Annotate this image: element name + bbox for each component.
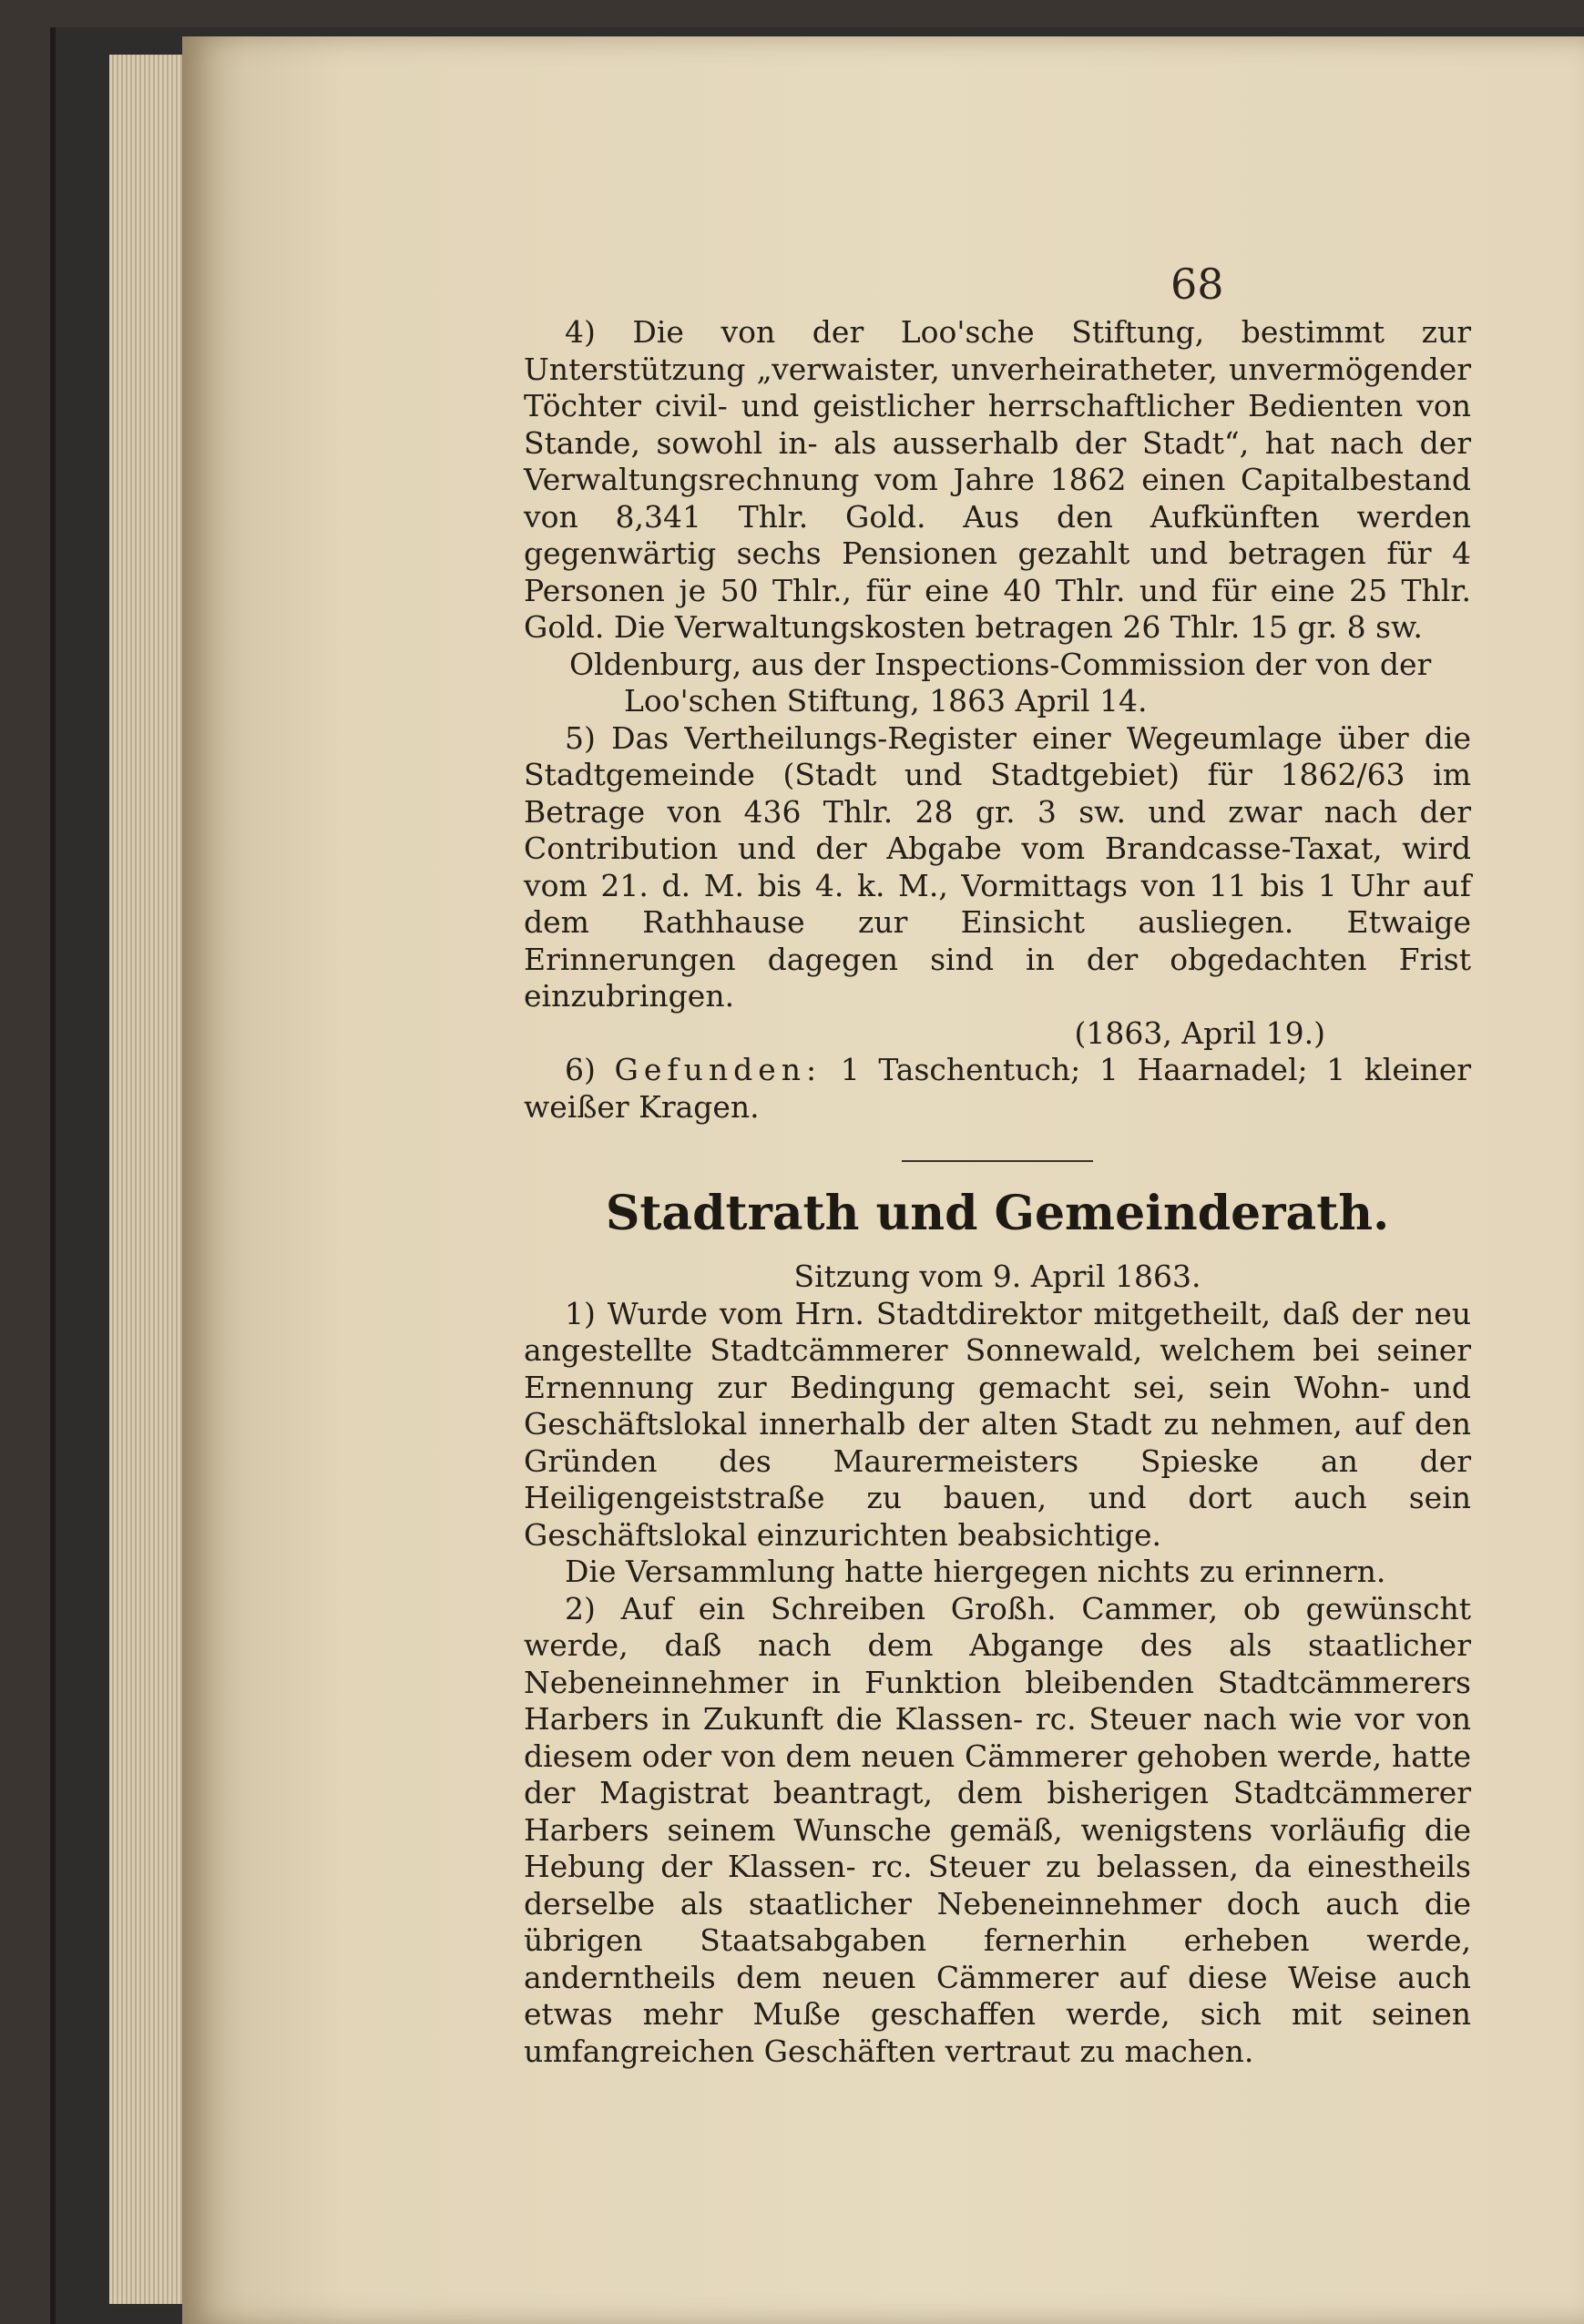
date-line: (1863, April 19.): [1074, 1014, 1325, 1051]
paragraph-item-6: [524, 1052, 1471, 1126]
session-line: Sitzung vom 9. April 1863.: [793, 1259, 1201, 1294]
page-number: 68: [1170, 260, 1224, 309]
section-heading: Stadtrath und Gemeinderath.: [605, 1186, 1390, 1241]
paragraph-item-2: 2) Auf ein Schreiben Großh. Cammer, ob gewünscht werde, daß nach dem Abgange des als staatlicher Nebeneinnehmer in Funktion bleibenden Stadtcämmerers Harbers in Zukunft die Klassen- rc. Steuer nach wie vor von diesem oder von dem neuen Cämmerer gehoben werde, hatte der Magistrat beantragt, dem bisherigen Stadtcämmerer Harbers seinem Wunsche gemäß, wenigstens vorläufig die Hebung der Klassen- rc. Steuer zu belassen, da einestheils derselbe als staatlicher Nebeneinnehmer doch auch die übrigen Staatsabgaben fernerhin erheben werde, anderntheils dem neuen Cämmerer auf diese Weise auch etwas mehr Muße geschaffen werde, sich mit seinen umfangreichen Geschäften vertraut zu machen.: [524, 1590, 1471, 2069]
signature-line: Oldenburg, aus der Inspections-Commission der von der Loo'schen Stiftung, 1863 April 14.: [569, 646, 1432, 719]
paragraph-item-1: 1) Wurde vom Hrn. Stadtdirektor mitgetheilt, daß der neu angestellte Stadtcämmerer Sonnewald, welchem bei seiner Ernennung zur Bedingung gemacht sei, sein Wohn- und Geschäftslokal innerhalb der alten Stadt zu nehmen, auf den Gründen des Maurermeisters Spieske an der Heiligengeiststraße zu bauen, und dort auch sein Geschäftslokal einzurichten beabsichtige.: [524, 1295, 1471, 1553]
item-6-text: 1 Taschentuch; 1 Haarnadel; 1 kleiner weißer Kragen.: [524, 1052, 1471, 1125]
section-divider: [902, 1160, 1093, 1162]
paragraph-item-4: 4) Die von der Loo'sche Stiftung, bestimmt zur Unterstützung „verwaister, unverheiratheter, unvermögender Töchter civil- und geistlicher herrschaftlicher Bedienten von Stande, sowohl in- als ausserhalb der Stadt“, hat nach der Verwaltungsrechnung vom Jahre 1862 einen Capitalbestand von 8,341 Thlr. Gold. Aus den Aufkünften werden gegenwärtig sechs Pensionen gezahlt und betragen für 4 Personen je 50 Thlr., für eine 40 Thlr. und für eine 25 Thlr. Gold. Die Verwaltungskosten betragen 26 Thlr. 15 gr. 8 sw.: [524, 314, 1471, 645]
page-edges: [109, 55, 191, 2304]
page-text: [524, 314, 1471, 2070]
paragraph-item-1-result: Die Versammlung hatte hiergegen nichts zu erinnern.: [565, 1554, 1386, 1589]
item-6-number: 6): [565, 1052, 615, 1087]
paragraph-item-5: 5) Das Vertheilungs-Register einer Wegeumlage über die Stadtgemeinde (Stadt und Stadtgebiet) für 1862/63 im Betrage von 436 Thlr. 28 gr. 3 sw. und zwar nach der Contribution und der Abgabe vom Brandcasse-Taxat, wird vom 21. d. M. bis 4. k. M., Vormittags von 11 bis 1 Uhr auf dem Rathhause zur Einsicht ausliegen. Etwaige Erinnerungen dagegen sind in der obgedachten Frist einzubringen.: [524, 719, 1471, 1014]
item-6-label: Gefunden:: [614, 1052, 823, 1087]
